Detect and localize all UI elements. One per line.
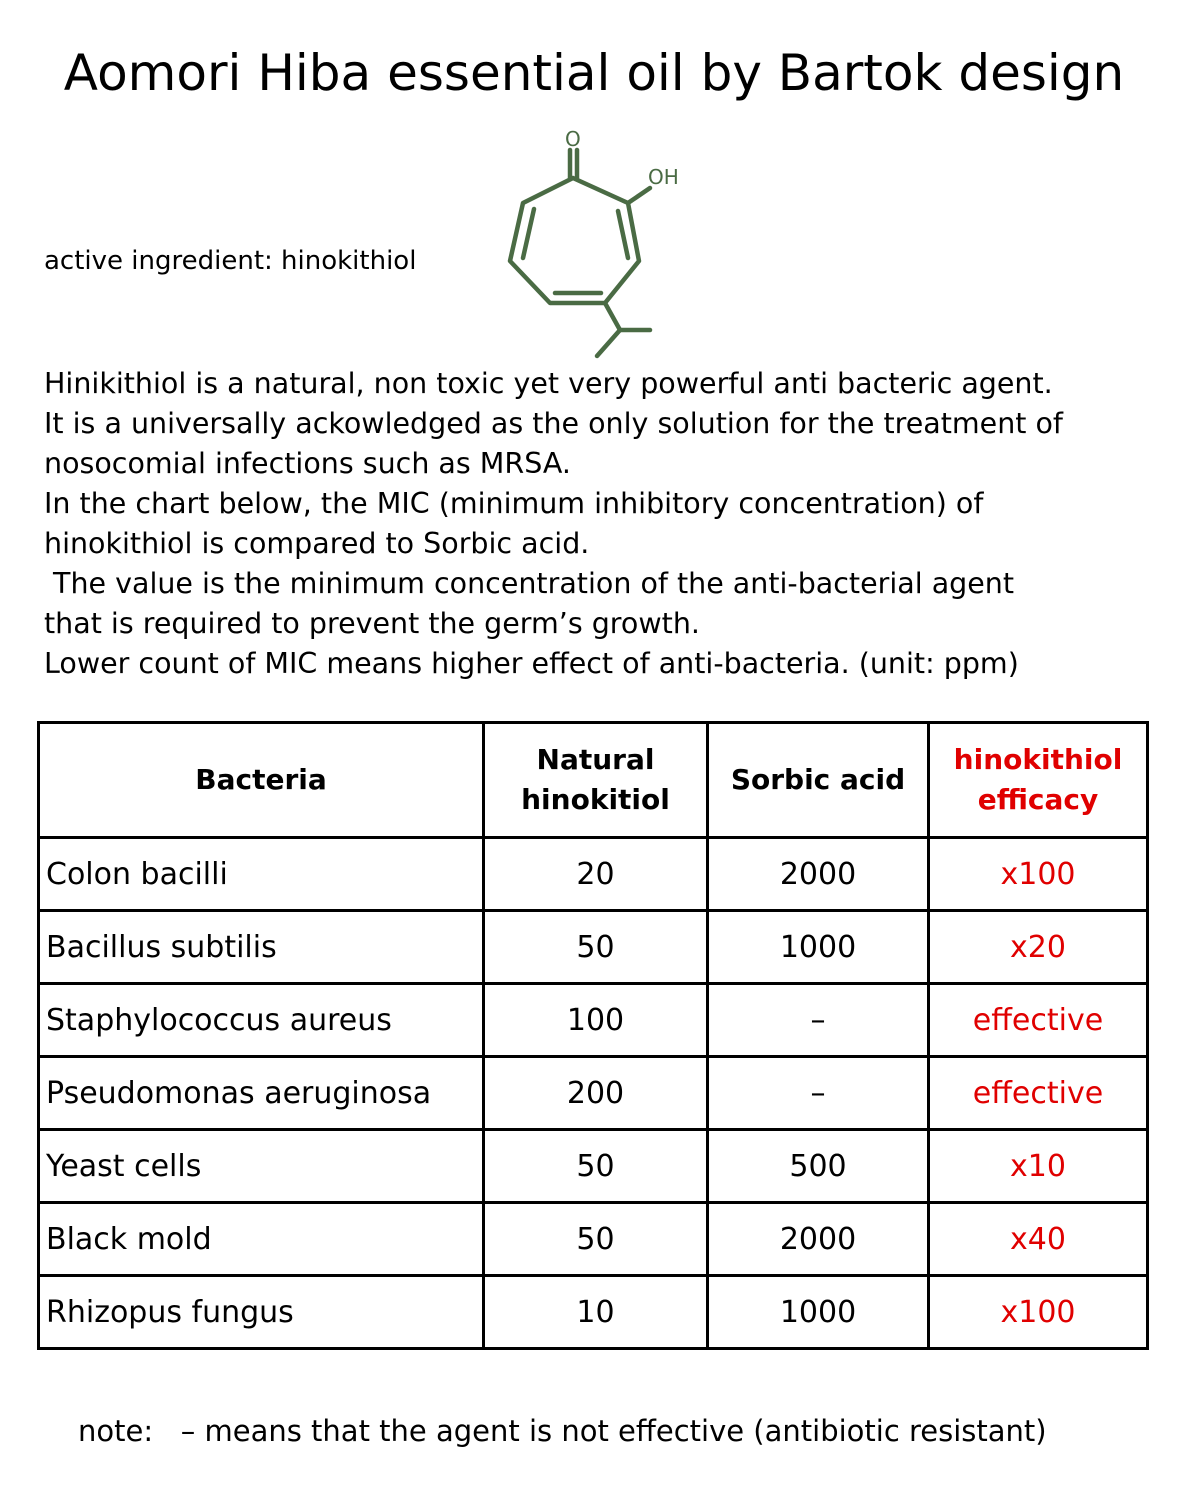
hydroxyl-bond xyxy=(628,188,650,203)
efficacy-value: x10 xyxy=(929,1130,1148,1203)
bacteria-name: Pseudomonas aeruginosa xyxy=(39,1057,484,1130)
table-row xyxy=(39,1130,1148,1203)
sorbic-mic-value: 2000 xyxy=(708,838,929,911)
footnote: note: – means that the agent is not effective (antibiotic resistant) xyxy=(78,1414,1047,1448)
efficacy-value: x100 xyxy=(929,838,1148,911)
page-title: Aomori Hiba essential oil by Bartok design xyxy=(63,44,1125,102)
natural-mic-value: 20 xyxy=(484,838,708,911)
description-line: In the chart below, the MIC (minimum inhibitory concentration) of xyxy=(44,487,984,520)
natural-mic-value: 50 xyxy=(484,1130,708,1203)
sorbic-mic-value: 500 xyxy=(708,1130,929,1203)
description-line: Lower count of MIC means higher effect of anti-bacteria. (unit: ppm) xyxy=(44,647,1019,680)
description-line: The value is the minimum concentration of the anti-bacterial agent xyxy=(44,567,1015,600)
header-natural-hinokitiol: Natural hinokitiol xyxy=(484,723,708,838)
table-header-row xyxy=(39,723,1148,838)
header-sorbic-acid: Sorbic acid xyxy=(708,723,929,838)
table-row xyxy=(39,911,1148,984)
sorbic-mic-value: 1000 xyxy=(708,1276,929,1349)
hydroxyl-label: OH xyxy=(648,165,679,189)
efficacy-value: effective xyxy=(929,984,1148,1057)
bacteria-name: Bacillus subtilis xyxy=(39,911,484,984)
active-ingredient-label: active ingredient: hinokithiol xyxy=(44,246,417,276)
isopropyl-bond-3 xyxy=(597,330,620,356)
efficacy-value: x20 xyxy=(929,911,1148,984)
description-line: nosocomial infections such as MRSA. xyxy=(44,447,571,480)
double-bond-left xyxy=(523,209,534,258)
natural-mic-value: 50 xyxy=(484,911,708,984)
sorbic-mic-value: – xyxy=(708,1057,929,1130)
bacteria-name: Black mold xyxy=(39,1203,484,1276)
table-row xyxy=(39,984,1148,1057)
bacteria-name: Colon bacilli xyxy=(39,838,484,911)
bacteria-name: Staphylococcus aureus xyxy=(39,984,484,1057)
double-bond-right xyxy=(618,211,628,258)
oxygen-label: O xyxy=(565,127,581,151)
description-line: Hinikithiol is a natural, non toxic yet very powerful anti bacteric agent. xyxy=(44,367,1053,400)
description-line: hinokithiol is compared to Sorbic acid. xyxy=(44,527,590,560)
description xyxy=(44,364,1154,684)
ring-bond xyxy=(510,178,639,303)
natural-mic-value: 50 xyxy=(484,1203,708,1276)
hinokithiol-structure-diagram xyxy=(490,120,700,365)
description-line: It is a universally ackowledged as the only solution for the treatment of xyxy=(44,407,1063,440)
table-row xyxy=(39,1276,1148,1349)
sorbic-mic-value: 1000 xyxy=(708,911,929,984)
header-hinokithiol-efficacy: hinokithiol efficacy xyxy=(929,723,1148,838)
sorbic-mic-value: 2000 xyxy=(708,1203,929,1276)
table-row xyxy=(39,838,1148,911)
table-row xyxy=(39,1203,1148,1276)
description-line: that is required to prevent the germ’s growth. xyxy=(44,607,700,640)
efficacy-value: effective xyxy=(929,1057,1148,1130)
natural-mic-value: 10 xyxy=(484,1276,708,1349)
table-row xyxy=(39,1057,1148,1130)
natural-mic-value: 100 xyxy=(484,984,708,1057)
bacteria-name: Rhizopus fungus xyxy=(39,1276,484,1349)
isopropyl-bond-1 xyxy=(605,303,620,330)
efficacy-value: x100 xyxy=(929,1276,1148,1349)
bacteria-name: Yeast cells xyxy=(39,1130,484,1203)
header-bacteria: Bacteria xyxy=(39,723,484,838)
mic-comparison-table xyxy=(37,721,1149,1350)
efficacy-value: x40 xyxy=(929,1203,1148,1276)
natural-mic-value: 200 xyxy=(484,1057,708,1130)
sorbic-mic-value: – xyxy=(708,984,929,1057)
